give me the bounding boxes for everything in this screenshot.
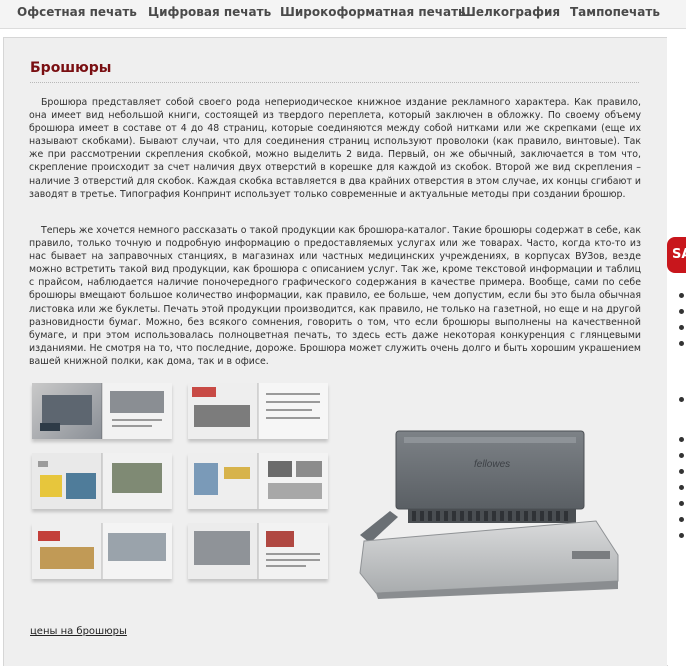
nav-item-digital[interactable]: Цифровая печать — [148, 5, 272, 19]
bullet-icon — [679, 517, 684, 522]
paragraph-intro: Брошюра представляет собой своего рода непериодическое книжное издание рекламного характера. Как правило, она имеет вид небольшой книги, состоящей из твердого переплета, который заключен в обложку. По своему объему брошюра имеет в составе от 4 до 48 страниц, которые соединяются между собой нитками или же скрепками (еще их называют скобками). Бывают случаи, что для соединения страниц используют проволоки (как правило, винтовые). Так же при рассмотрении скрепления скобкой, можно выделить 2 вида. Первый, он же обычный, заключается в том что, скрепление происходит за счет наличия двух отверстий в корешке для каждой из скобок. Второй же вид скрепления – наличие 3 отверстий для скобок. Каждая скобка вставляется в два крайних отверстия в этом случае, их концы сгибают и заводят в третье. Типография Конпринт использует только современные и актуальные методы при создании брошюр. — [29, 97, 641, 200]
bullet-icon — [679, 501, 684, 506]
top-nav — [0, 0, 686, 29]
nav-item-silkscreen[interactable]: Шелкография — [461, 5, 561, 19]
nav-item-pad-printing[interactable]: Тампопечать — [570, 5, 660, 19]
bullet-icon — [679, 453, 684, 458]
bullet-icon — [679, 469, 684, 474]
bullet-icon — [679, 437, 684, 442]
title-divider — [30, 82, 639, 83]
nav-item-wide-format[interactable]: Широкоформатная печать — [280, 5, 466, 19]
bullet-icon — [679, 397, 684, 402]
brochure-sample-6 — [188, 523, 328, 579]
bullet-icon — [679, 341, 684, 346]
machine-brand-label: fellowes — [474, 459, 511, 470]
binding-machine-image — [346, 423, 628, 599]
brochure-sample-3 — [32, 453, 172, 509]
brochure-sample-1 — [32, 383, 172, 439]
nav-item-offset[interactable]: Офсетная печать — [17, 5, 137, 19]
sale-badge[interactable]: SA — [667, 237, 686, 273]
page-title: Брошюры — [30, 60, 112, 76]
price-link[interactable]: цены на брошюры — [30, 626, 127, 637]
bullet-icon — [679, 533, 684, 538]
content-panel — [3, 37, 668, 666]
bullet-icon — [679, 485, 684, 490]
bullet-icon — [679, 325, 684, 330]
brochure-sample-5 — [32, 523, 172, 579]
brochure-sample-4 — [188, 453, 328, 509]
bullet-icon — [679, 293, 684, 298]
brochure-sample-2 — [188, 383, 328, 439]
paragraph-catalog: Теперь же хочется немного рассказать о такой продукции как брошюра-каталог. Такие брошюры содержат в себе, как правило, только точную и подробную информацию о предоставляемых услугах или же товарах. Часто, когда кто-то из нас бывает на заправочных станциях, в магазинах или частных медицинских учреждениях, в корпусах ВУЗов, везде можно встретить такой вид продукции, как брошюра с описанием услуг. Так же, кроме текстовой информации и таблиц с прайсом, наблюдается наличие поночередного графического содержания в качестве примера. Вообще, сами по себе брошюры вмещают большое количество информации, как правило, ее больше, чем допустим, если бы это была обычная листовка или же буклеты. Печать этой продукции производится, как правило, не только на газетной, но еще и на другой разновидности бумаг. Можно, без всякого сомнения, говорить о том, что если брошюры выполнены на качественной бумаге, и при этом использовалась полноцветная печать, то здесь есть даже некоторая конкуренция с глянцевыми изданиями. Не смотря на то, что последние, дороже. Брошюра может служить очень долго и быть хорошим украшением вашей книжной полки, как дома, так и в офисе. — [29, 225, 641, 367]
brochure-samples-image — [30, 383, 334, 605]
bullet-icon — [679, 309, 684, 314]
right-sidebar-fragment — [667, 37, 691, 665]
